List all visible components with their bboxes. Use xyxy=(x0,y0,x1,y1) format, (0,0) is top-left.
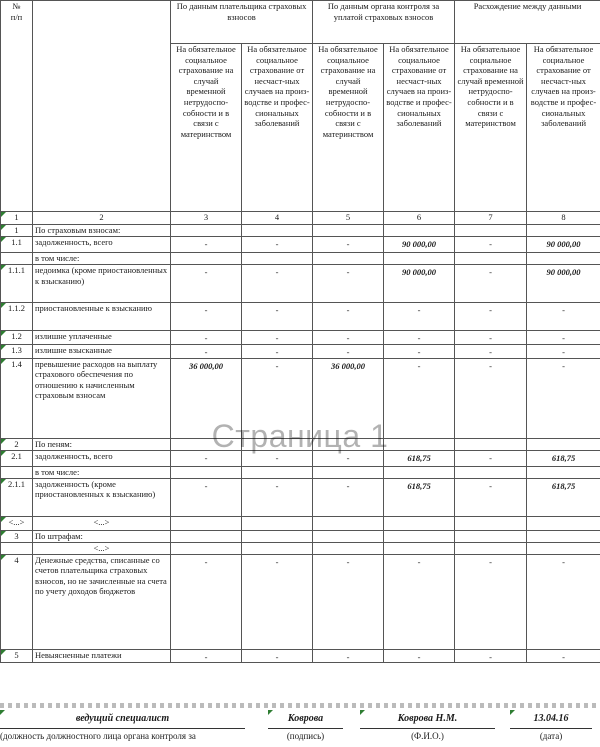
value-cell xyxy=(313,253,384,265)
table-row xyxy=(1,331,600,345)
value-cell: - xyxy=(527,303,600,331)
column-number: 4 xyxy=(242,212,313,225)
value-cell xyxy=(171,225,242,237)
name-value: Коврова Н.М. xyxy=(360,710,495,729)
value-cell: 36 000,00 xyxy=(313,358,384,438)
column-number: 3 xyxy=(171,212,242,225)
value-cell xyxy=(171,466,242,478)
row-number xyxy=(1,542,33,554)
row-number xyxy=(1,253,33,265)
column-number: 6 xyxy=(384,212,455,225)
value-cell xyxy=(455,253,527,265)
value-cell xyxy=(384,516,455,530)
row-number: 1.4 xyxy=(1,358,33,438)
row-number: 1.1 xyxy=(1,237,33,253)
value-cell: - xyxy=(242,478,313,516)
value-cell: - xyxy=(242,649,313,663)
row-number: 2.1.1 xyxy=(1,478,33,516)
value-cell xyxy=(527,530,600,542)
value-cell: - xyxy=(242,303,313,331)
value-cell: 618,75 xyxy=(527,450,600,466)
row-label: По пеням: xyxy=(33,438,171,450)
value-cell: 618,75 xyxy=(384,478,455,516)
row-number: 1.3 xyxy=(1,345,33,359)
discrepancy-accidents-header: На обязательное социальное страхование от несчаст-ных случаев на произ-водстве и профес-сиональных заболеваний xyxy=(527,44,600,212)
value-cell: - xyxy=(171,450,242,466)
value-cell: - xyxy=(384,303,455,331)
row-label: превышение расходов на выплату страхового обеспечения по отношению к начисленным страховым взносам xyxy=(33,358,171,438)
row-label: недоимка (кроме приостановленных к взысканию) xyxy=(33,265,171,303)
table-row xyxy=(1,478,600,516)
value-cell: - xyxy=(455,649,527,663)
row-number xyxy=(1,466,33,478)
value-cell: - xyxy=(171,554,242,649)
row-label: Невыясненные платежи xyxy=(33,649,171,663)
table-row xyxy=(1,466,600,478)
signature-caption: (подпись) xyxy=(286,731,325,741)
row-label: задолженность, всего xyxy=(33,450,171,466)
value-cell: - xyxy=(313,265,384,303)
value-cell: - xyxy=(384,554,455,649)
value-cell xyxy=(171,542,242,554)
value-cell xyxy=(313,516,384,530)
row-label: задолженность (кроме приостановленных к взысканию) xyxy=(33,478,171,516)
value-cell xyxy=(455,530,527,542)
table-row xyxy=(1,542,600,554)
row-number: 4 xyxy=(1,554,33,649)
row-label: <...> xyxy=(33,542,171,554)
row-label: излишне взысканные xyxy=(33,345,171,359)
value-cell xyxy=(171,253,242,265)
value-cell: - xyxy=(242,554,313,649)
row-label: По штрафам: xyxy=(33,530,171,542)
value-cell xyxy=(527,438,600,450)
page-watermark: Страница 1 xyxy=(211,418,389,454)
value-cell xyxy=(455,516,527,530)
value-cell xyxy=(313,225,384,237)
indicator-header xyxy=(33,1,171,212)
table-row xyxy=(1,265,600,303)
column-number: 1 xyxy=(1,212,33,225)
table-row xyxy=(1,358,600,438)
value-cell: - xyxy=(384,345,455,359)
value-cell xyxy=(313,466,384,478)
value-cell xyxy=(455,225,527,237)
position-caption: (должность должностного лица органа контроля за xyxy=(0,731,196,741)
row-label: приостановленные к взысканию xyxy=(33,303,171,331)
value-cell: 90 000,00 xyxy=(384,237,455,253)
value-cell xyxy=(384,438,455,450)
table-row xyxy=(1,225,600,237)
value-cell: 618,75 xyxy=(384,450,455,466)
value-cell: - xyxy=(455,345,527,359)
row-number: 1 xyxy=(1,225,33,237)
value-cell xyxy=(242,466,313,478)
row-number: 2.1 xyxy=(1,450,33,466)
value-cell: 90 000,00 xyxy=(384,265,455,303)
value-cell: - xyxy=(527,331,600,345)
value-cell: - xyxy=(171,237,242,253)
discrepancy-header: Расхождение между данными xyxy=(455,1,600,44)
value-cell xyxy=(527,542,600,554)
value-cell xyxy=(384,542,455,554)
value-cell xyxy=(527,466,600,478)
value-cell: - xyxy=(527,358,600,438)
value-cell xyxy=(242,253,313,265)
value-cell xyxy=(384,530,455,542)
rownum-header: № п/п xyxy=(1,1,33,212)
value-cell: - xyxy=(527,649,600,663)
page-break-separator xyxy=(0,703,600,708)
value-cell xyxy=(171,516,242,530)
value-cell: - xyxy=(171,331,242,345)
value-cell: - xyxy=(455,478,527,516)
value-cell: - xyxy=(171,478,242,516)
value-cell: - xyxy=(171,265,242,303)
row-number: 2 xyxy=(1,438,33,450)
column-number: 5 xyxy=(313,212,384,225)
value-cell: - xyxy=(313,237,384,253)
value-cell xyxy=(313,438,384,450)
value-cell: - xyxy=(313,303,384,331)
table-row xyxy=(1,554,600,649)
payer-accidents-header: На обязательное социальное страхование от несчаст-ных случаев на произ-водстве и профес-сиональных заболеваний xyxy=(242,44,313,212)
table-row xyxy=(1,253,600,265)
value-cell xyxy=(527,225,600,237)
value-cell: - xyxy=(313,649,384,663)
value-cell xyxy=(242,516,313,530)
value-cell: - xyxy=(455,265,527,303)
value-cell: - xyxy=(455,237,527,253)
value-cell: - xyxy=(313,345,384,359)
value-cell xyxy=(527,253,600,265)
value-cell: - xyxy=(313,554,384,649)
column-number: 8 xyxy=(527,212,600,225)
payer-data-header: По данным плательщика страховых взносов xyxy=(171,1,313,44)
value-cell xyxy=(242,438,313,450)
value-cell: - xyxy=(242,345,313,359)
row-number: 1.1.1 xyxy=(1,265,33,303)
control-body-data-header: По данным органа контроля за уплатой страховых взносов xyxy=(313,1,455,44)
value-cell: - xyxy=(171,303,242,331)
value-cell: - xyxy=(242,237,313,253)
value-cell: - xyxy=(384,649,455,663)
row-label: <...> xyxy=(33,516,171,530)
column-number-row xyxy=(1,212,600,225)
table-row xyxy=(1,530,600,542)
value-cell: - xyxy=(384,331,455,345)
value-cell: - xyxy=(313,478,384,516)
value-cell: 90 000,00 xyxy=(527,265,600,303)
row-number: 1.2 xyxy=(1,331,33,345)
row-label: Денежные средства, списанные со счетов плательщика страховых взносов, но не зачисленные на счета по учету доходов бюджетов xyxy=(33,554,171,649)
value-cell: - xyxy=(455,331,527,345)
control-temp-disability-header: На обязательное социальное страхование на случай временной нетрудоспо-собности и в связи с материнством xyxy=(313,44,384,212)
table-row xyxy=(1,450,600,466)
value-cell xyxy=(313,542,384,554)
row-number: 1.1.2 xyxy=(1,303,33,331)
row-label: в том числе: xyxy=(33,466,171,478)
value-cell xyxy=(455,466,527,478)
value-cell: - xyxy=(384,358,455,438)
row-label: излишне уплаченные xyxy=(33,331,171,345)
signature-value: Коврова xyxy=(268,710,343,729)
row-number: 5 xyxy=(1,649,33,663)
value-cell: - xyxy=(455,358,527,438)
value-cell: - xyxy=(242,331,313,345)
value-cell: 36 000,00 xyxy=(171,358,242,438)
value-cell xyxy=(455,438,527,450)
value-cell: - xyxy=(242,358,313,438)
value-cell: - xyxy=(171,649,242,663)
position-value: ведущий специалист xyxy=(0,710,245,729)
value-cell: 618,75 xyxy=(527,478,600,516)
value-cell xyxy=(171,530,242,542)
column-number: 7 xyxy=(455,212,527,225)
value-cell: - xyxy=(455,450,527,466)
value-cell xyxy=(384,225,455,237)
value-cell: - xyxy=(455,554,527,649)
date-caption: (дата) xyxy=(539,731,563,741)
payer-temp-disability-header: На обязательное социальное страхование на случай временной нетрудоспо-собности и в связи с материнством xyxy=(171,44,242,212)
value-cell: - xyxy=(313,331,384,345)
value-cell xyxy=(171,438,242,450)
value-cell: - xyxy=(527,554,600,649)
value-cell xyxy=(242,530,313,542)
value-cell: - xyxy=(527,345,600,359)
column-number: 2 xyxy=(33,212,171,225)
value-cell xyxy=(527,516,600,530)
value-cell xyxy=(384,253,455,265)
row-label: в том числе: xyxy=(33,253,171,265)
table-row xyxy=(1,438,600,450)
value-cell xyxy=(313,530,384,542)
date-value: 13.04.16 xyxy=(510,710,592,729)
row-label: задолженность, всего xyxy=(33,237,171,253)
row-label: По страховым взносам: xyxy=(33,225,171,237)
value-cell: - xyxy=(313,450,384,466)
value-cell xyxy=(455,542,527,554)
value-cell: - xyxy=(242,265,313,303)
control-accidents-header: На обязательное социальное страхование от несчаст-ных случаев на произ-водстве и профес-сиональных заболеваний xyxy=(384,44,455,212)
value-cell: - xyxy=(171,345,242,359)
value-cell: - xyxy=(242,450,313,466)
signature-block xyxy=(0,710,600,747)
value-cell xyxy=(242,542,313,554)
table-row xyxy=(1,237,600,253)
value-cell: 90 000,00 xyxy=(527,237,600,253)
table-row xyxy=(1,303,600,331)
table-row xyxy=(1,345,600,359)
value-cell: - xyxy=(455,303,527,331)
table-row xyxy=(1,516,600,530)
value-cell xyxy=(242,225,313,237)
name-caption: (Ф.И.О.) xyxy=(411,731,444,741)
row-number: 3 xyxy=(1,530,33,542)
table-row xyxy=(1,649,600,663)
row-number: <...> xyxy=(1,516,33,530)
value-cell xyxy=(384,466,455,478)
discrepancy-temp-disability-header: На обязательное социальное страхование на случай временной нетрудоспо-собности и в связи с материнством xyxy=(455,44,527,212)
